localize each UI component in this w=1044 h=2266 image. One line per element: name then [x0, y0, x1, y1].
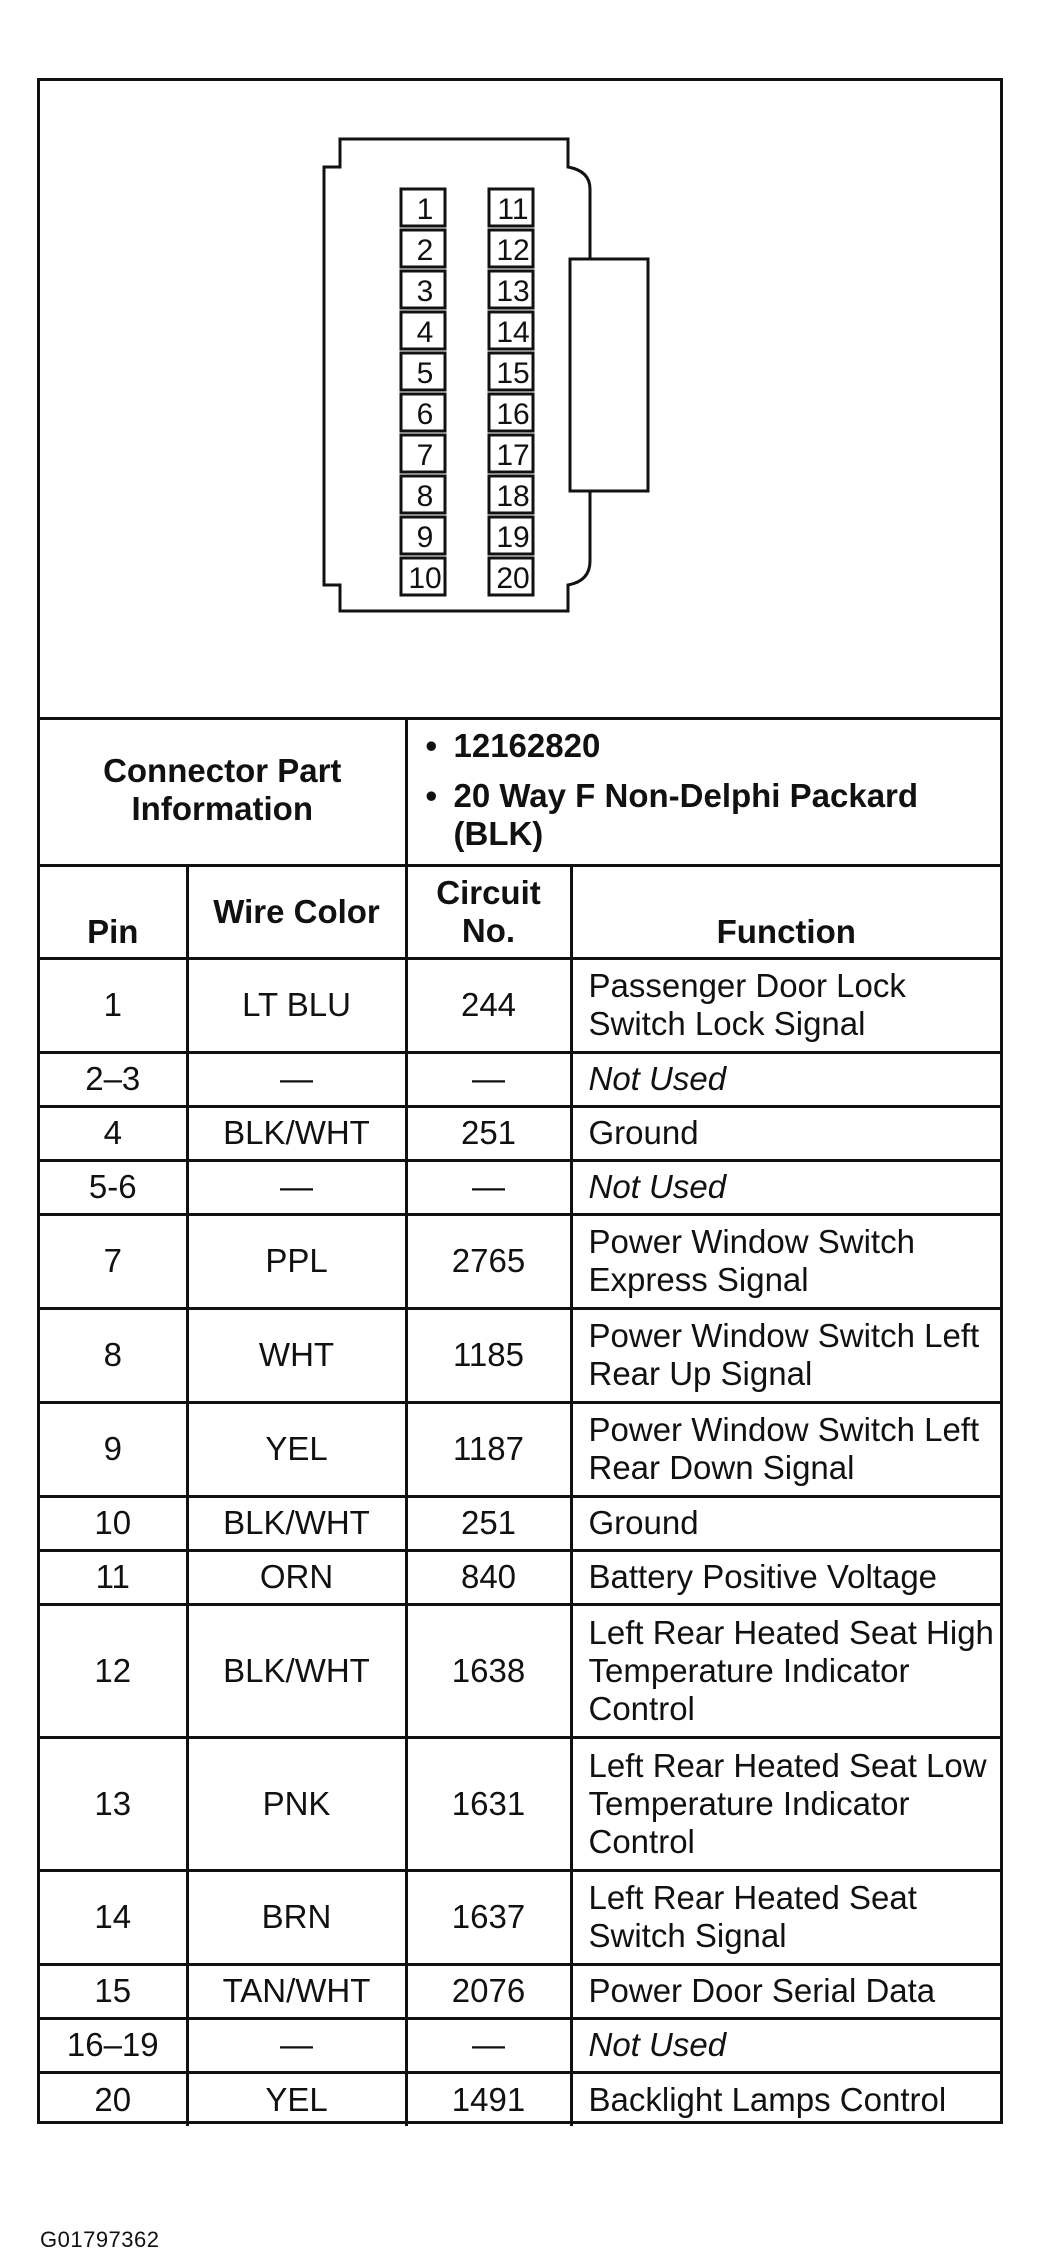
table-row [40, 958, 1000, 1052]
pin-number-label: 14 [496, 316, 530, 349]
table-row [40, 1964, 1000, 2018]
pin-number-label: 7 [416, 439, 434, 472]
wire-color-cell: — [187, 1052, 406, 1106]
header-circuit-no: Circuit No. [406, 865, 571, 958]
circuit-cell: 244 [406, 958, 571, 1052]
pin-number-label: 8 [416, 480, 434, 513]
circuit-cell: 2076 [406, 1964, 571, 2018]
wire-color-cell: PPL [187, 1214, 406, 1308]
table-row [40, 1106, 1000, 1160]
connector-part-label: Connector Part Information [40, 717, 406, 865]
wire-color-cell: LT BLU [187, 958, 406, 1052]
pin-cell: 14 [40, 1870, 187, 1964]
table-row [40, 1496, 1000, 1550]
pin-cell: 11 [40, 1550, 187, 1604]
function-cell: Ground [571, 1496, 1000, 1550]
pin-number-label: 15 [496, 357, 530, 390]
circuit-cell: — [406, 1052, 571, 1106]
function-cell: Passenger Door Lock Switch Lock Signal [571, 958, 1000, 1052]
pin-cell: 8 [40, 1308, 187, 1402]
pin-number-label: 16 [496, 398, 530, 431]
function-cell: Not Used [571, 2018, 1000, 2072]
table-row [40, 1550, 1000, 1604]
pin-number-label: 3 [416, 275, 434, 308]
pin-number-label: 6 [416, 398, 434, 431]
wire-color-cell: BLK/WHT [187, 1106, 406, 1160]
connector-outline [324, 139, 590, 611]
table-row [40, 1604, 1000, 1737]
header-row [40, 865, 1000, 958]
circuit-cell: 1185 [406, 1308, 571, 1402]
function-cell: Power Window Switch Express Signal [571, 1214, 1000, 1308]
wire-color-cell: WHT [187, 1308, 406, 1402]
circuit-cell: 2765 [406, 1214, 571, 1308]
wire-color-cell: YEL [187, 2072, 406, 2126]
pin-number-label: 5 [416, 357, 434, 390]
wire-color-cell: BLK/WHT [187, 1496, 406, 1550]
pin-number-label: 20 [496, 562, 530, 595]
wire-color-cell: BLK/WHT [187, 1604, 406, 1737]
function-cell: Not Used [571, 1160, 1000, 1214]
table-row [40, 1052, 1000, 1106]
part-number: 12162820 [453, 727, 601, 765]
header-wire-color: Wire Color [187, 865, 406, 958]
header-pin: Pin [40, 865, 187, 958]
pin-number-label: 17 [496, 439, 530, 472]
pin-number-label: 9 [416, 521, 434, 554]
pin-cell: 5-6 [40, 1160, 187, 1214]
circuit-cell: 840 [406, 1550, 571, 1604]
pin-cell: 16–19 [40, 2018, 187, 2072]
pin-cell: 20 [40, 2072, 187, 2126]
connector-diagram [40, 81, 1000, 720]
wire-color-cell: — [187, 2018, 406, 2072]
pin-cell: 1 [40, 958, 187, 1052]
connector-side-tab [590, 259, 648, 491]
pin-cell: 12 [40, 1604, 187, 1737]
pin-number-label: 1 [416, 193, 434, 226]
circuit-cell: 1491 [406, 2072, 571, 2126]
part-info-row [40, 717, 1000, 865]
circuit-cell: 1638 [406, 1604, 571, 1737]
circuit-cell: 1187 [406, 1402, 571, 1496]
pin-cell: 2–3 [40, 1052, 187, 1106]
function-cell: Power Window Switch Left Rear Down Signal [571, 1402, 1000, 1496]
table-row [40, 1308, 1000, 1402]
pinout-table [40, 717, 1000, 2126]
function-cell: Ground [571, 1106, 1000, 1160]
table-row [40, 1402, 1000, 1496]
part-description: 20 Way F Non-Delphi Packard (BLK) [453, 777, 919, 853]
pin-cell: 4 [40, 1106, 187, 1160]
circuit-cell: 1637 [406, 1870, 571, 1964]
pin-column-right [489, 189, 533, 595]
connector-face-drawing [40, 81, 1000, 717]
pin-cell: 10 [40, 1496, 187, 1550]
pin-cell: 15 [40, 1964, 187, 2018]
pin-cell: 9 [40, 1402, 187, 1496]
pin-column-left [401, 189, 445, 595]
pin-cell: 13 [40, 1737, 187, 1870]
function-cell: Power Door Serial Data [571, 1964, 1000, 2018]
table-row [40, 1737, 1000, 1870]
header-function: Function [571, 865, 1000, 958]
function-cell: Backlight Lamps Control [571, 2072, 1000, 2126]
function-cell: Battery Positive Voltage [571, 1550, 1000, 1604]
table-row [40, 1870, 1000, 1964]
function-cell: Not Used [571, 1052, 1000, 1106]
circuit-cell: — [406, 2018, 571, 2072]
table-row [40, 1214, 1000, 1308]
pin-number-label: 2 [416, 234, 434, 267]
figure-id: G01797362 [40, 2227, 160, 2252]
table-row [40, 2018, 1000, 2072]
wire-color-cell: BRN [187, 1870, 406, 1964]
circuit-cell: 251 [406, 1106, 571, 1160]
pin-cell: 7 [40, 1214, 187, 1308]
pin-number-label: 11 [497, 193, 529, 226]
function-cell: Left Rear Heated Seat High Temperature Indicator Control [571, 1604, 1000, 1737]
circuit-cell: 251 [406, 1496, 571, 1550]
wire-color-cell: TAN/WHT [187, 1964, 406, 2018]
table-row [40, 2072, 1000, 2126]
function-cell: Left Rear Heated Seat Low Temperature Indicator Control [571, 1737, 1000, 1870]
function-cell: Left Rear Heated Seat Switch Signal [571, 1870, 1000, 1964]
pin-number-label: 18 [496, 480, 530, 513]
pin-number-label: 4 [416, 316, 434, 349]
pin-number-label: 19 [496, 521, 530, 554]
table-row [40, 1160, 1000, 1214]
function-cell: Power Window Switch Left Rear Up Signal [571, 1308, 1000, 1402]
wire-color-cell: YEL [187, 1402, 406, 1496]
circuit-cell: — [406, 1160, 571, 1214]
pin-number-label: 13 [496, 275, 530, 308]
wire-color-cell: ORN [187, 1550, 406, 1604]
circuit-cell: 1631 [406, 1737, 571, 1870]
wire-color-cell: — [187, 1160, 406, 1214]
pin-number-label: 12 [496, 234, 530, 267]
pin-number-label: 10 [408, 562, 442, 595]
connector-table-frame [37, 78, 1003, 2252]
connector-part-details: • 12162820 • 20 Way F Non-Delphi Packard (BLK) [406, 717, 1000, 865]
wire-color-cell: PNK [187, 1737, 406, 1870]
